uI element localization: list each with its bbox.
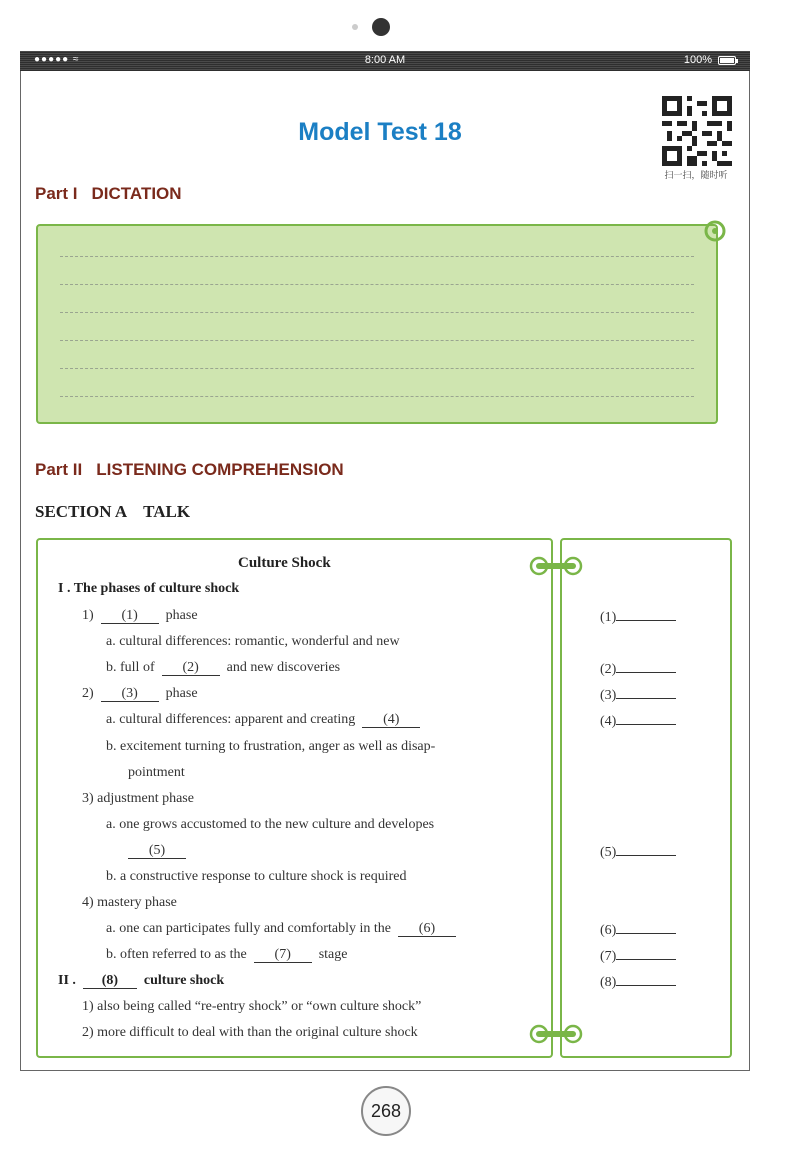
blank-1: (1) (101, 608, 159, 624)
dictation-line (60, 312, 694, 313)
section-label: SECTION A (35, 502, 128, 521)
answer-line-4[interactable]: (4) (600, 712, 676, 730)
answer-line-1[interactable]: (1) (600, 608, 676, 626)
answer-line-3[interactable]: (3) (600, 686, 676, 704)
dictation-line (60, 284, 694, 285)
dictation-line (60, 256, 694, 257)
phase-2-a: a. cultural differences: apparent and creating (4) (106, 712, 420, 728)
qr-code-icon[interactable] (662, 96, 732, 166)
page-number-badge (361, 1086, 411, 1136)
camera-lens (372, 18, 390, 36)
part1-number: Part I (35, 184, 78, 203)
phase-3-b: b. a constructive response to culture shock is required (106, 869, 407, 884)
blank-2: (2) (162, 660, 220, 676)
answer-line-2[interactable]: (2) (600, 660, 676, 678)
section-heading (35, 502, 190, 522)
blank-4: (4) (362, 712, 420, 728)
answer-line-5[interactable]: (5) (600, 843, 676, 861)
part1-title: DICTATION (91, 184, 182, 203)
phase-3-a-cont (128, 843, 186, 859)
phase-1-a: a. cultural differences: romantic, wonderful and new (106, 634, 400, 649)
reverse-shock-point-2: 2) more difficult to deal with than the original culture shock (82, 1025, 418, 1040)
battery-icon (718, 56, 736, 65)
binder-ring-icon (526, 553, 586, 579)
phase-4-a: a. one can participates fully and comfortably in the (6) (106, 921, 456, 937)
status-bar (20, 51, 750, 71)
phase-2-b-cont: pointment (128, 765, 185, 780)
part2-number: Part II (35, 460, 83, 479)
phase-3-a: a. one grows accustomed to the new culture and developes (106, 817, 435, 832)
blank-7: (7) (254, 947, 312, 963)
battery-level: 100% (683, 54, 712, 66)
device-camera (352, 18, 392, 38)
part1-heading (35, 184, 182, 204)
camera-sensor (352, 24, 358, 30)
dictation-line (60, 340, 694, 341)
phase-4-b: b. often referred to as the (7) stage (106, 947, 348, 962)
page-number: 268 (370, 1101, 402, 1121)
part2-heading (35, 460, 344, 480)
status-time: 8:00 AM (364, 54, 406, 66)
signal-icon: ●●●●● ≈ (34, 54, 80, 65)
answer-line-6[interactable]: (6) (600, 921, 676, 939)
heading-phases: I . The phases of culture shock (58, 581, 240, 596)
notes-title: Culture Shock (238, 555, 331, 571)
part2-title: LISTENING COMPREHENSION (96, 460, 344, 479)
phase-2-b: b. excitement turning to frustration, anger as well as disap- (106, 739, 436, 754)
notebook-ring-icon (702, 218, 728, 244)
phase-3: 3) adjustment phase (82, 791, 194, 806)
heading-reverse-shock: II . (8) culture shock (58, 973, 225, 988)
dictation-line (60, 396, 694, 397)
dictation-line (60, 368, 694, 369)
phase-1: 1) (1) phase (82, 608, 198, 623)
answer-line-7[interactable]: (7) (600, 947, 676, 965)
blank-8: (8) (83, 973, 137, 989)
page-title: Model Test 18 (298, 118, 462, 146)
blank-5: (5) (128, 843, 186, 859)
answer-line-8[interactable]: (8) (600, 973, 676, 991)
phase-4: 4) mastery phase (82, 895, 177, 910)
section-title: TALK (143, 502, 191, 521)
dictation-area[interactable] (36, 224, 718, 424)
blank-6: (6) (398, 921, 456, 937)
blank-3: (3) (101, 686, 159, 702)
phase-2: 2) (3) phase (82, 686, 198, 701)
qr-caption: 扫一扫，随时听 (664, 171, 728, 181)
binder-ring-icon (526, 1021, 586, 1047)
phase-1-b: b. full of (2) and new discoveries (106, 660, 341, 675)
reverse-shock-point-1: 1) also being called “re-entry shock” or “own culture shock” (82, 999, 422, 1014)
